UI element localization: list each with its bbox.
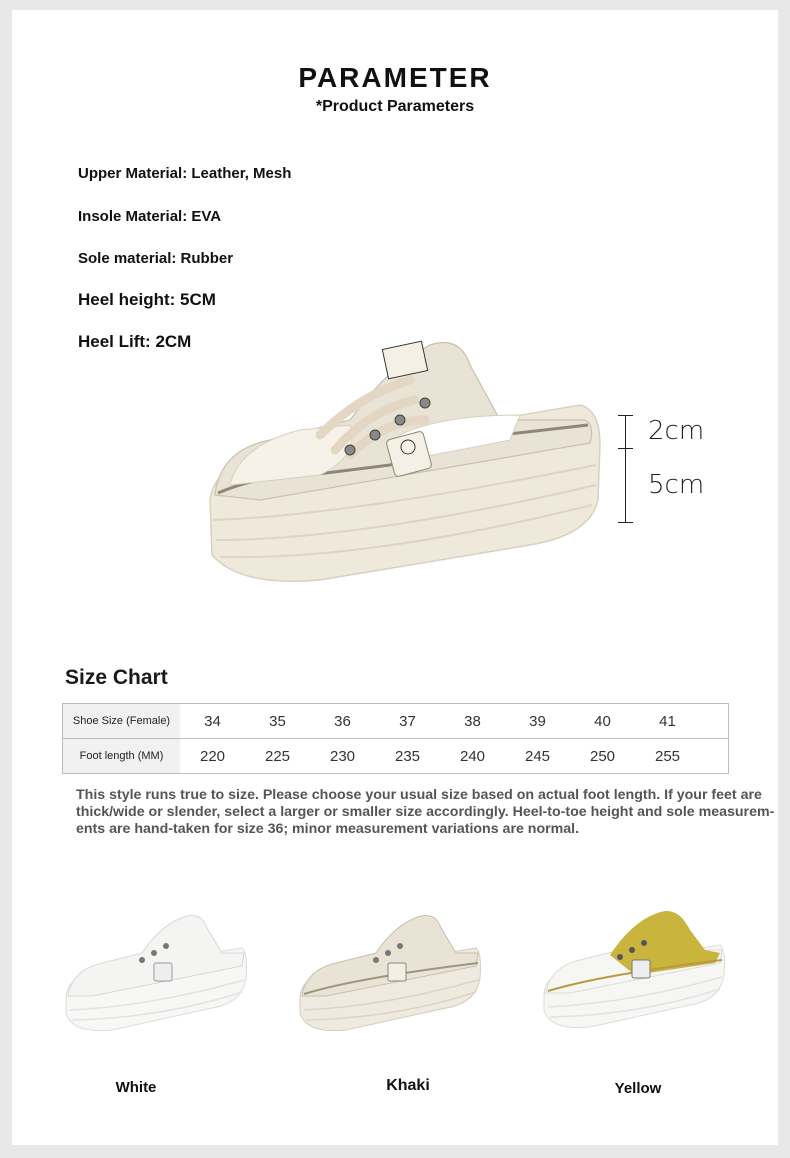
- color-label-khaki: Khaki: [386, 1077, 430, 1094]
- table-cell: 39: [529, 712, 546, 730]
- shoe-thumbnail-yellow: [540, 905, 730, 1035]
- param-heel-height: Heel height: 5CM: [78, 290, 216, 309]
- shoe-thumbnail-khaki: [296, 908, 486, 1038]
- color-label-white: White: [115, 1079, 157, 1096]
- param-heel-lift: Heel Lift: 2CM: [78, 332, 192, 351]
- color-swatch-white: [62, 908, 252, 1038]
- table-row-shoe-size: [63, 704, 729, 739]
- measure-label-heel-lift: 2cm: [648, 416, 705, 446]
- table-cell: 36: [334, 712, 351, 730]
- shoe-illustration: [200, 325, 610, 590]
- color-swatch-yellow: [540, 905, 730, 1035]
- param-upper-material: Upper Material: Leather, Mesh: [78, 165, 292, 182]
- product-image-khaki: [200, 325, 610, 590]
- row-header: Foot length (MM): [63, 739, 181, 774]
- shoe-thumbnail-white: [62, 908, 252, 1038]
- table-cell: 37: [399, 712, 416, 730]
- table-cell: 34: [204, 712, 221, 730]
- table-cell: 235: [375, 739, 440, 774]
- table-cell: 245: [505, 739, 570, 774]
- table-cell: 41: [659, 712, 676, 730]
- measure-tick-middle: [618, 448, 633, 449]
- table-spacer: [700, 739, 729, 774]
- table-cell: 250: [570, 739, 635, 774]
- param-insole-material: Insole Material: EVA: [78, 208, 222, 225]
- row-header: Shoe Size (Female): [63, 704, 181, 739]
- color-label-yellow: Yellow: [614, 1080, 662, 1097]
- table-cell: 220: [180, 739, 245, 774]
- size-chart-table: [62, 703, 729, 774]
- table-cell: 230: [310, 739, 375, 774]
- table-cell: 40: [594, 712, 611, 730]
- table-row-foot-length: [63, 739, 729, 774]
- measure-tick-bottom: [618, 522, 633, 523]
- table-cell: 255: [635, 739, 700, 774]
- table-cell: 35: [269, 712, 286, 730]
- table-spacer: [700, 704, 729, 739]
- page-title: PARAMETER: [298, 62, 492, 93]
- measure-tick-top: [618, 415, 633, 416]
- table-cell: 240: [440, 739, 505, 774]
- table-cell: 225: [245, 739, 310, 774]
- size-chart-title: Size Chart: [65, 666, 168, 689]
- param-sole-material: Sole material: Rubber: [78, 250, 234, 267]
- measure-label-heel-height: 5cm: [648, 470, 705, 500]
- page-subtitle: *Product Parameters: [315, 98, 475, 115]
- table-cell: 38: [464, 712, 481, 730]
- size-note: This style runs true to size. Please choose your usual size based on actual foot length. If your feet are thick/wide or slender, select a larger or smaller size accordingly. Heel-to-toe height and sole measurem-ents are hand-taken for size 36; minor measurement variations are normal.: [76, 787, 775, 837]
- color-swatch-khaki: [296, 908, 486, 1038]
- measure-vertical-line: [625, 415, 626, 523]
